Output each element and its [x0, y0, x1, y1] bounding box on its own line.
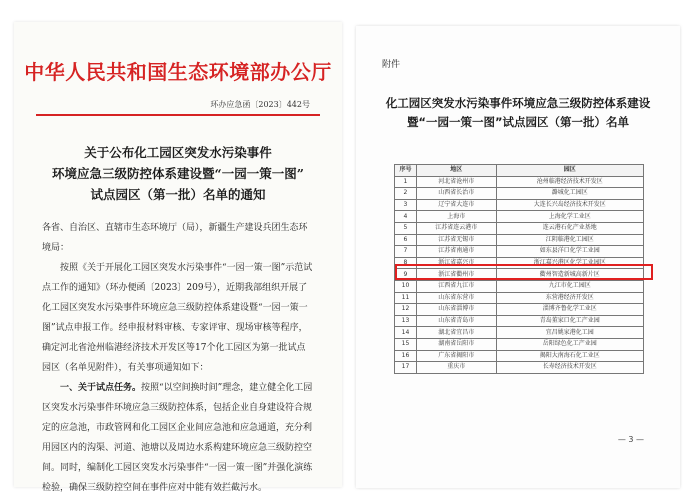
table-row	[395, 176, 644, 188]
table-cell: 14	[395, 327, 417, 339]
table-cell: 大连长兴岛经济技术开发区	[496, 199, 643, 211]
table-cell: 广东省揭阳市	[416, 350, 496, 362]
table-cell: 宜昌姚家港化工园	[496, 327, 643, 339]
table-cell: 揭阳大南海石化工业区	[496, 350, 643, 362]
table-cell: 1	[395, 176, 417, 188]
table-cell: 如东县洋口化学工业园	[496, 246, 643, 258]
section-heading: 一、关于试点任务。	[60, 383, 142, 393]
table-cell: 辽宁省大连市	[416, 199, 496, 211]
notice-title	[14, 142, 342, 205]
table-cell: 16	[395, 350, 417, 362]
body-paragraph	[42, 378, 314, 498]
table-row	[395, 211, 644, 223]
issuer-header: 中华人民共和国生态环境部办公厅	[24, 60, 332, 84]
table-cell: 湖北省宜昌市	[416, 327, 496, 339]
table-cell: 河北省沧州市	[416, 176, 496, 188]
attachment-page	[356, 26, 680, 488]
table-row	[395, 199, 644, 211]
table-row	[395, 292, 644, 304]
table-cell: 淄博齐鲁化学工业区	[496, 304, 643, 316]
table-cell: 13	[395, 315, 417, 327]
salutation: 各省、自治区、直辖市生态环境厅（局），新疆生产建设兵团生态环境局：	[42, 223, 308, 253]
table-row	[395, 234, 644, 246]
notice-page	[14, 22, 342, 493]
table-cell: 2	[395, 188, 417, 200]
attachment-title	[356, 94, 680, 132]
attachment-label: 附件	[382, 60, 401, 70]
table-cell: 浙江省衢州市	[416, 269, 496, 281]
table-cell: 7	[395, 246, 417, 258]
table-cell: 9	[395, 269, 417, 281]
table-cell: 浙江省嘉兴市	[416, 257, 496, 269]
table-row	[395, 246, 644, 258]
document-number: 环办应急函〔2023〕442号	[210, 100, 310, 109]
table-cell: 15	[395, 338, 417, 350]
table-cell: 连云港石化产业基地	[496, 222, 643, 234]
notice-title-line: 关于公布化工园区突发水污染事件	[84, 145, 272, 160]
table-row	[395, 280, 644, 292]
table-cell: 4	[395, 211, 417, 223]
header-divider	[36, 114, 320, 116]
table-header-row	[395, 165, 644, 177]
body-paragraph: 按照《关于开展化工园区突发水污染事件“一园一策一图”示范试点工作的通知》（环办便函〔2023〕209号），近期我部组织开展了化工园区突发水污染事件环境应急三级防控体系建设暨“一园一策一图”试点申报工作。经申报材料审核、专家评审、现场审核等程序，确定河北省沧州临港经济技术开发区等17个化工园区为第一批试点园区（名单见附件），有关事项通知如下：	[42, 263, 313, 373]
table-row	[395, 362, 644, 374]
table-cell: 浙江嘉兴港区化学工业园区	[496, 257, 643, 269]
table-row	[395, 338, 644, 350]
notice-title-line: 环境应急三级防控体系建设暨“一园一策一图”	[52, 166, 304, 181]
table-cell: 重庆市	[416, 362, 496, 374]
table-row	[395, 315, 644, 327]
table-cell: 3	[395, 199, 417, 211]
highlight-box	[395, 264, 653, 280]
header-cell: 园区	[496, 165, 643, 177]
header-cell: 序号	[395, 165, 417, 177]
table-cell: 沧州临港经济技术开发区	[496, 176, 643, 188]
table-row	[395, 350, 644, 362]
table-cell: 长寿经济技术开发区	[496, 362, 643, 374]
table-row	[395, 327, 644, 339]
notice-title-line: 试点园区（第一批）名单的通知	[90, 187, 266, 202]
table-row	[395, 304, 644, 316]
table-cell: 8	[395, 257, 417, 269]
table-cell: 九江市化工园区	[496, 280, 643, 292]
table-row	[395, 188, 644, 200]
table-cell: 上海化学工业区	[496, 211, 643, 223]
section-text: 按照“以空间换时间”理念，建立健全化工园区突发水污染事件环境应急三级防控体系，包括企业自身建设符合规定的应急池，市政管网和化工园区企业间应急池和应急通道，充分利用园区内的沟渠、河道、池塘以及周边水系构建环境应急三级防控空间。同时，编制化工园区突发水污染事件“一园一策一图”并强化演练检验，确保三级防控空间在事件应对中能有效拦截污水。	[42, 383, 313, 493]
table-cell: 潞城化工园区	[496, 188, 643, 200]
table-cell: 12	[395, 304, 417, 316]
table-cell: 江阴临港化工园区	[496, 234, 643, 246]
table-cell: 5	[395, 222, 417, 234]
table-cell: 6	[395, 234, 417, 246]
table-cell: 江西省九江市	[416, 280, 496, 292]
attachment-title-line: 暨“一园一策一图”试点园区（第一批）名单	[406, 115, 630, 129]
table-cell: 江苏省无锡市	[416, 234, 496, 246]
notice-body	[42, 218, 314, 498]
table-cell: 山东省青岛市	[416, 315, 496, 327]
attachment-title-line: 化工园区突发水污染事件环境应急三级防控体系建设	[385, 96, 651, 110]
table-cell: 11	[395, 292, 417, 304]
header-cell: 地区	[416, 165, 496, 177]
page-number: — 3 —	[617, 435, 644, 444]
table-cell: 山东省东营市	[416, 292, 496, 304]
table-cell: 17	[395, 362, 417, 374]
table-cell: 山东省淄博市	[416, 304, 496, 316]
table-cell: 上海市	[416, 211, 496, 223]
table-cell: 江苏省南通市	[416, 246, 496, 258]
table-cell: 湖南省岳阳市	[416, 338, 496, 350]
table-row	[395, 222, 644, 234]
table-cell: 衢州智造新城高新片区	[496, 269, 643, 281]
table-cell: 东营港经济开发区	[496, 292, 643, 304]
table-cell: 青岛董家口化工产业园	[496, 315, 643, 327]
table-cell: 岳阳绿色化工产业园	[496, 338, 643, 350]
table-cell: 山西省长治市	[416, 188, 496, 200]
table-cell: 10	[395, 280, 417, 292]
table-cell: 江苏省连云港市	[416, 222, 496, 234]
